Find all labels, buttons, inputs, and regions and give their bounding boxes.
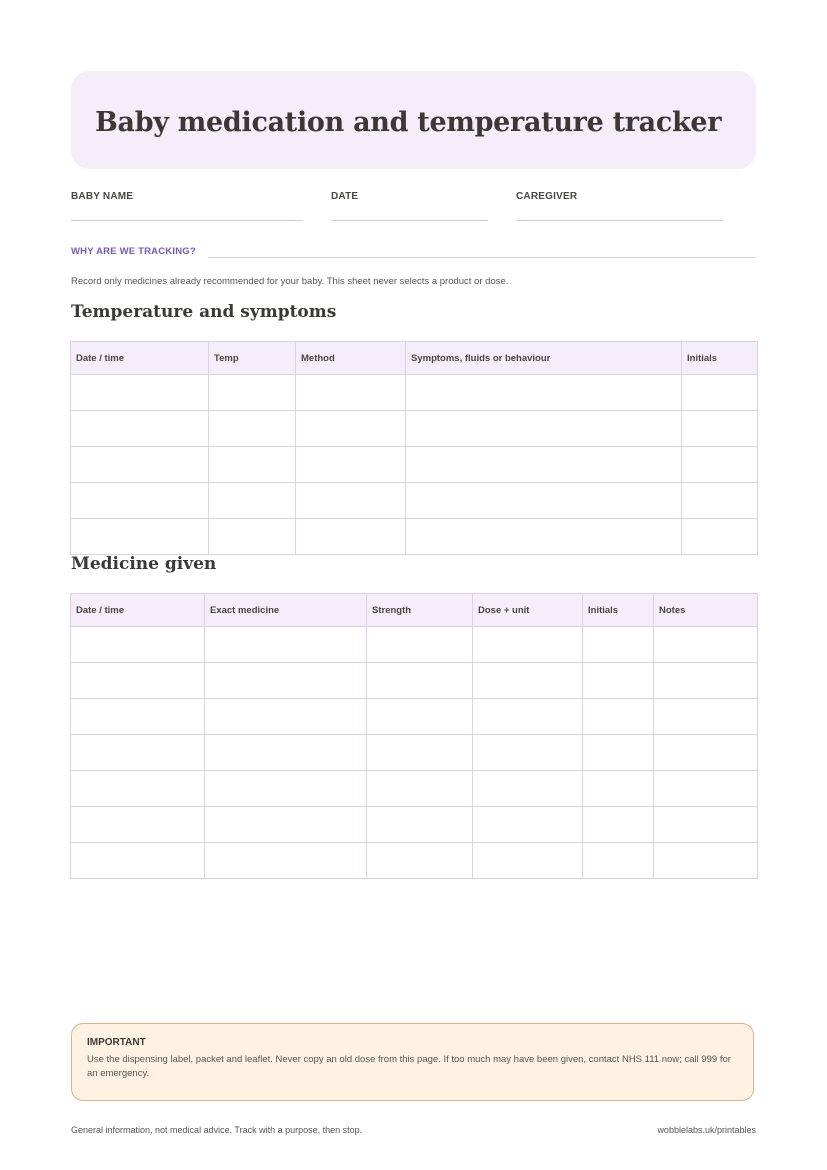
column-header: Dose + unit bbox=[473, 594, 583, 627]
caregiver-label: CAREGIVER bbox=[516, 191, 578, 202]
important-title: IMPORTANT bbox=[87, 1037, 146, 1048]
table-cell[interactable] bbox=[71, 807, 205, 843]
medicine-section-title: Medicine given bbox=[71, 554, 217, 574]
table-cell[interactable] bbox=[367, 627, 473, 663]
table-cell[interactable] bbox=[367, 699, 473, 735]
column-header: Notes bbox=[654, 594, 758, 627]
table-cell[interactable] bbox=[71, 411, 209, 447]
table-cell[interactable] bbox=[209, 447, 296, 483]
table-cell[interactable] bbox=[209, 483, 296, 519]
instruction-note: Record only medicines already recommended for your baby. This sheet never selects a product or dose. bbox=[71, 276, 509, 287]
table-cell[interactable] bbox=[473, 843, 583, 879]
table-cell[interactable] bbox=[71, 735, 205, 771]
table-cell[interactable] bbox=[367, 807, 473, 843]
column-header: Method bbox=[296, 342, 406, 375]
table-cell[interactable] bbox=[654, 843, 758, 879]
table-cell[interactable] bbox=[205, 771, 367, 807]
table-cell[interactable] bbox=[367, 735, 473, 771]
table-cell[interactable] bbox=[654, 627, 758, 663]
table-row bbox=[71, 375, 758, 411]
table-cell[interactable] bbox=[296, 411, 406, 447]
title-banner bbox=[71, 71, 756, 169]
table-row bbox=[71, 627, 758, 663]
baby-name-label: BABY NAME bbox=[71, 191, 134, 202]
column-header: Date / time bbox=[71, 594, 205, 627]
baby-name-field[interactable] bbox=[71, 191, 133, 202]
table-cell[interactable] bbox=[406, 375, 682, 411]
table-cell[interactable] bbox=[296, 375, 406, 411]
table-cell[interactable] bbox=[71, 627, 205, 663]
table-cell[interactable] bbox=[682, 411, 758, 447]
table-cell[interactable] bbox=[205, 663, 367, 699]
table-row bbox=[71, 771, 758, 807]
table-cell[interactable] bbox=[473, 807, 583, 843]
page-title: Baby medication and temperature tracker bbox=[95, 107, 722, 138]
table-cell[interactable] bbox=[205, 699, 367, 735]
footer-link[interactable]: wobblelabs.uk/printables bbox=[657, 1125, 756, 1135]
table-cell[interactable] bbox=[406, 519, 682, 555]
table-cell[interactable] bbox=[473, 663, 583, 699]
table-cell[interactable] bbox=[296, 447, 406, 483]
table-row bbox=[71, 807, 758, 843]
table-cell[interactable] bbox=[654, 663, 758, 699]
why-tracking-line[interactable] bbox=[208, 257, 756, 258]
caregiver-field[interactable] bbox=[516, 191, 577, 202]
table-cell[interactable] bbox=[583, 627, 654, 663]
column-header: Initials bbox=[583, 594, 654, 627]
table-cell[interactable] bbox=[654, 807, 758, 843]
table-cell[interactable] bbox=[205, 735, 367, 771]
table-row bbox=[71, 843, 758, 879]
table-cell[interactable] bbox=[71, 483, 209, 519]
table-cell[interactable] bbox=[71, 843, 205, 879]
column-header: Strength bbox=[367, 594, 473, 627]
table-cell[interactable] bbox=[71, 663, 205, 699]
table-cell[interactable] bbox=[583, 807, 654, 843]
table-cell[interactable] bbox=[367, 663, 473, 699]
table-row bbox=[71, 447, 758, 483]
table-cell[interactable] bbox=[473, 699, 583, 735]
medicine-table-body bbox=[71, 627, 758, 879]
table-cell[interactable] bbox=[682, 483, 758, 519]
table-cell[interactable] bbox=[296, 483, 406, 519]
table-row bbox=[71, 519, 758, 555]
date-label: DATE bbox=[331, 191, 359, 202]
table-row bbox=[71, 699, 758, 735]
table-cell[interactable] bbox=[71, 447, 209, 483]
table-cell[interactable] bbox=[71, 699, 205, 735]
caregiver-line[interactable] bbox=[516, 220, 723, 221]
column-header: Initials bbox=[682, 342, 758, 375]
temperature-table-body bbox=[71, 375, 758, 555]
table-row bbox=[71, 735, 758, 771]
table-cell[interactable] bbox=[473, 627, 583, 663]
table-cell[interactable] bbox=[473, 735, 583, 771]
column-header: Exact medicine bbox=[205, 594, 367, 627]
table-cell[interactable] bbox=[367, 843, 473, 879]
table-cell[interactable] bbox=[209, 519, 296, 555]
baby-name-line[interactable] bbox=[71, 220, 303, 221]
temperature-section-title: Temperature and symptoms bbox=[71, 302, 337, 322]
important-body: Use the dispensing label, packet and leaflet. Never copy an old dose from this page. If too much may have been given, contact NHS 111 now; call 999 for an emergency. bbox=[87, 1054, 731, 1079]
table-cell[interactable] bbox=[406, 447, 682, 483]
table-cell[interactable] bbox=[205, 843, 367, 879]
column-header: Temp bbox=[209, 342, 296, 375]
table-cell[interactable] bbox=[654, 699, 758, 735]
table-cell[interactable] bbox=[682, 519, 758, 555]
table-cell[interactable] bbox=[209, 375, 296, 411]
medicine-table bbox=[70, 593, 758, 879]
table-cell[interactable] bbox=[583, 771, 654, 807]
table-header-row bbox=[71, 342, 758, 375]
table-cell[interactable] bbox=[209, 411, 296, 447]
table-cell[interactable] bbox=[583, 663, 654, 699]
table-row bbox=[71, 663, 758, 699]
table-cell[interactable] bbox=[205, 627, 367, 663]
table-cell[interactable] bbox=[296, 519, 406, 555]
table-cell[interactable] bbox=[473, 771, 583, 807]
column-header: Symptoms, fluids or behaviour bbox=[406, 342, 682, 375]
table-cell[interactable] bbox=[71, 771, 205, 807]
table-row bbox=[71, 483, 758, 519]
table-cell[interactable] bbox=[583, 843, 654, 879]
why-tracking-label: WHY ARE WE TRACKING? bbox=[71, 246, 196, 257]
table-cell[interactable] bbox=[406, 483, 682, 519]
table-cell[interactable] bbox=[654, 771, 758, 807]
table-cell[interactable] bbox=[583, 735, 654, 771]
temperature-table bbox=[70, 341, 758, 555]
table-header-row bbox=[71, 594, 758, 627]
column-header: Date / time bbox=[71, 342, 209, 375]
date-line[interactable] bbox=[331, 220, 488, 221]
table-cell[interactable] bbox=[682, 375, 758, 411]
footer-disclaimer: General information, not medical advice. Track with a purpose, then stop. bbox=[71, 1125, 363, 1135]
date-field[interactable] bbox=[331, 191, 358, 202]
table-cell[interactable] bbox=[654, 735, 758, 771]
table-cell[interactable] bbox=[71, 375, 209, 411]
table-cell[interactable] bbox=[367, 771, 473, 807]
important-notice bbox=[71, 1023, 754, 1101]
table-cell[interactable] bbox=[682, 447, 758, 483]
table-row bbox=[71, 411, 758, 447]
table-cell[interactable] bbox=[583, 699, 654, 735]
table-cell[interactable] bbox=[71, 519, 209, 555]
table-cell[interactable] bbox=[406, 411, 682, 447]
table-cell[interactable] bbox=[205, 807, 367, 843]
